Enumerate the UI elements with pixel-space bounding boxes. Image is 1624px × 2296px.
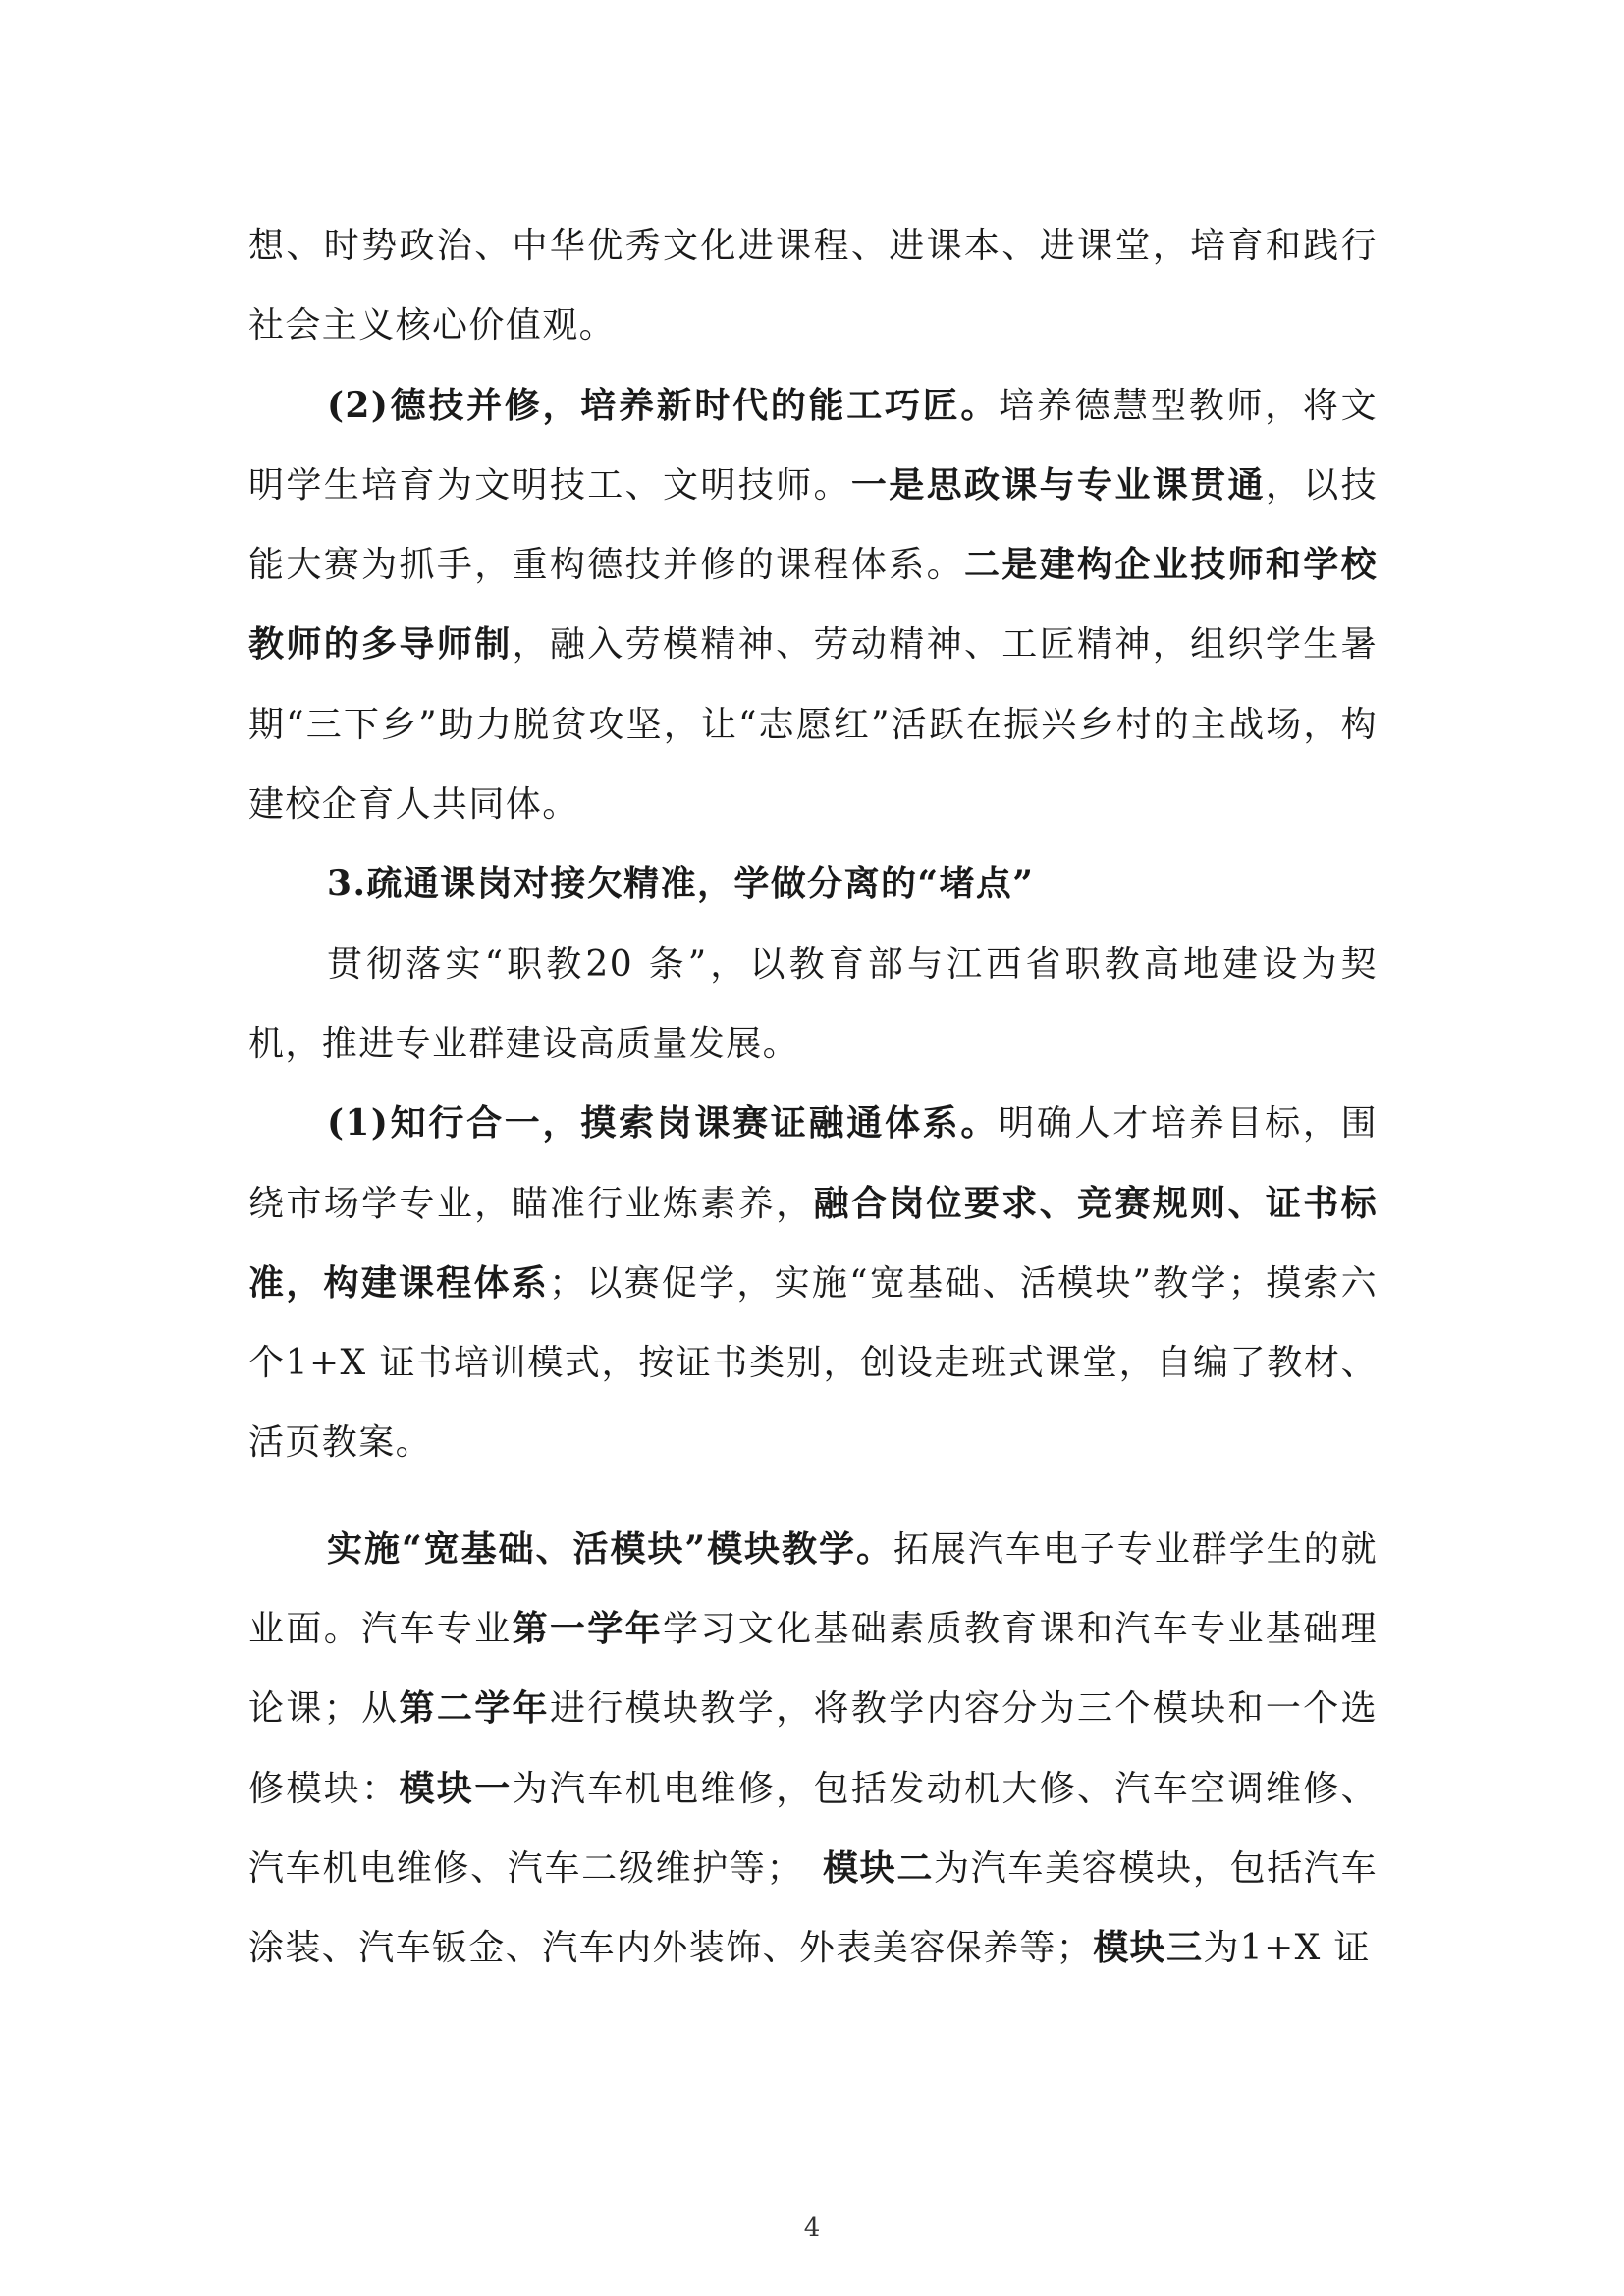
bold-text-run: (1)知行合一，摸索岗课赛证融通体系。 <box>327 1102 1000 1145</box>
text-run: 进行模块教学，将教学内容分为三个模块和一个选修模块： <box>248 1688 1378 1809</box>
text-run: 为汽车机电维修，包括发动机大修、汽车空调维修、汽车机电维修、汽车二级维护等； <box>248 1768 1379 1889</box>
text-run: 明确人才培养目标，围绕市场学专业，瞄准行业炼素养， <box>248 1103 1378 1224</box>
paragraph <box>248 366 1378 845</box>
text-run: 贯彻落实“职教20 条”，以教育部与江西省职教高地建设为契机，推进专业群建设高质量发展。 <box>248 943 1378 1064</box>
page-number: 4 <box>803 2214 821 2243</box>
text-run: ，融入劳模精神、劳动精神、工匠精神，组织学生暑期“三下乡”助力脱贫攻坚，让“志愿红”活跃在振兴乡村的主战场，构建校企育人共同体。 <box>248 624 1378 826</box>
bold-text-run: 第一学年 <box>512 1608 664 1650</box>
paragraph <box>248 1084 1378 1482</box>
bold-text-run: 模块一 <box>399 1767 513 1809</box>
paragraph <box>248 925 1378 1085</box>
bold-text-run: 模块三 <box>1093 1927 1204 1969</box>
document-body <box>248 206 1378 1989</box>
text-run: 想、时势政治、中华优秀文化进课程、进课本、进课堂，培育和践行社会主义核心价值观。 <box>248 226 1378 347</box>
bold-text-run: 融合岗位要求、竞赛规则、证书标准，构建课程体系 <box>248 1182 1378 1304</box>
bold-text-run: 实施“宽基础、活模块”模块教学。 <box>327 1527 893 1570</box>
bold-text-run: 一是思政课与专业课贯通 <box>850 463 1266 506</box>
text-run: ；以赛促学，实施“宽基础、活模块”教学；摸索六个1+X 证书培训模式，按证书类别，创设走班式课堂，自编了教材、活页教案。 <box>248 1262 1378 1464</box>
bold-text-run: 模块二 <box>822 1846 935 1889</box>
text-run: 为1+X 证 <box>1203 1928 1371 1969</box>
paragraph <box>248 206 1378 366</box>
text-run: 学习文化基础素质教育课和汽车专业基础理论课；从 <box>248 1609 1378 1730</box>
text-run: ，以技能大赛为抓手，重构德技并修的课程体系。 <box>248 464 1378 586</box>
paragraph <box>248 844 1378 924</box>
bold-text-run: 3.疏通课岗对接欠精准，学做分离的“堵点” <box>327 863 1035 905</box>
bold-text-run: 二是建构企业技师和学校教师的多导师制 <box>248 544 1378 666</box>
bold-text-run: (2)德技并修，培养新时代的能工巧匠。 <box>327 384 1000 426</box>
bold-text-run: 第二学年 <box>399 1687 550 1730</box>
text-run: 培养德慧型教师，将文明学生培育为文明技工、文明技师。 <box>248 385 1378 506</box>
paragraph <box>248 1510 1378 1989</box>
text-run: 为汽车美容模块，包括汽车涂装、汽车钣金、汽车内外装饰、外表美容保养等； <box>248 1847 1378 1969</box>
text-run: 拓展汽车电子专业群学生的就业面。汽车专业 <box>248 1528 1378 1650</box>
